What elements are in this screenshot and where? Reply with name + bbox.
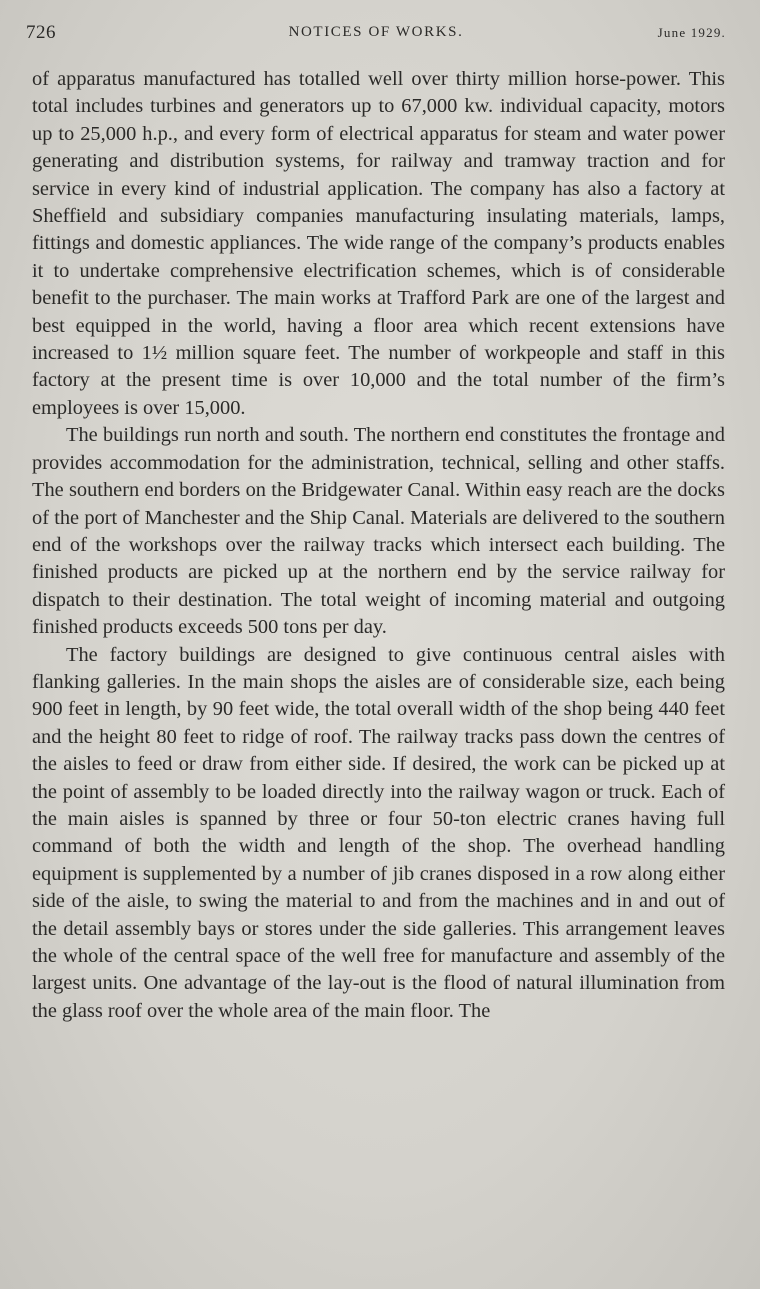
issue-date: June 1929.: [657, 25, 726, 40]
running-head: [26, 22, 726, 48]
paragraph-factory-layout: The factory buildings are designed to give continuous central aisles with flanking galleries. In the main shops the aisles are of considerable size, each being 900 feet in length, by 90 feet wide, the total overall width of the shop being 440 feet and the height 80 feet to ridge of roof. The railway tracks pass down the centres of the aisles to feed or draw from either side. If desired, the work can be picked up at the point of assembly to be loaded directly into the railway wagon or truck. Each of the main aisles is spanned by three or four 50-ton electric cranes having full command of both the width and length of the shop. The overhead handling equipment is supplemented by a number of jib cranes disposed in a row along either side of the aisle, to swing the material to and from the machines and in and out of the detail assembly bays or stores under the side galleries. This arrangement leaves the whole of the central space of the well free for manufacture and assembly of the largest units. One advantage of the lay-out is the flood of natural illumination from the glass roof over the whole area of the main floor. The: [32, 643, 725, 1022]
running-title: NOTICES OF WORKS.: [288, 24, 464, 40]
body-text: [32, 66, 725, 1025]
paragraph-continued: of apparatus manufactured has totalled well over thirty million horse-power. This total includes turbines and generators up to 67,000 kw. individual capacity, motors up to 25,000 h.p., and every form of electrical apparatus for steam and water power generating and distribution systems, for railway and tramway traction and for service in every kind of industrial application. The company has also a factory at Sheffield and subsidiary companies manufacturing insulating materials, lamps, fittings and domestic appliances. The wide range of the company’s products enables it to undertake comprehensive electrification schemes, which is of considerable benefit to the purchaser. The main works at Trafford Park are one of the largest and best equipped in the world, having a floor area which recent extensions have increased to 1½ million square feet. The number of workpeople and staff in this factory at the present time is over 10,000 and the total number of the firm’s employees is over 15,000.: [32, 68, 725, 419]
page-number: 726: [26, 22, 56, 43]
paragraph-buildings: The buildings run north and south. The northern end constitutes the frontage and provides accommodation for the administration, technical, selling and other staffs. The southern end borders on the Bridgewater Canal. Within easy reach are the docks of the port of Manchester and the Ship Canal. Materials are delivered to the southern end of the workshops over the railway tracks which intersect each building. The finished products are picked up at the northern end by the service railway for dispatch to their destination. The total weight of incoming material and outgoing finished products exceeds 500 tons per day.: [32, 424, 725, 639]
